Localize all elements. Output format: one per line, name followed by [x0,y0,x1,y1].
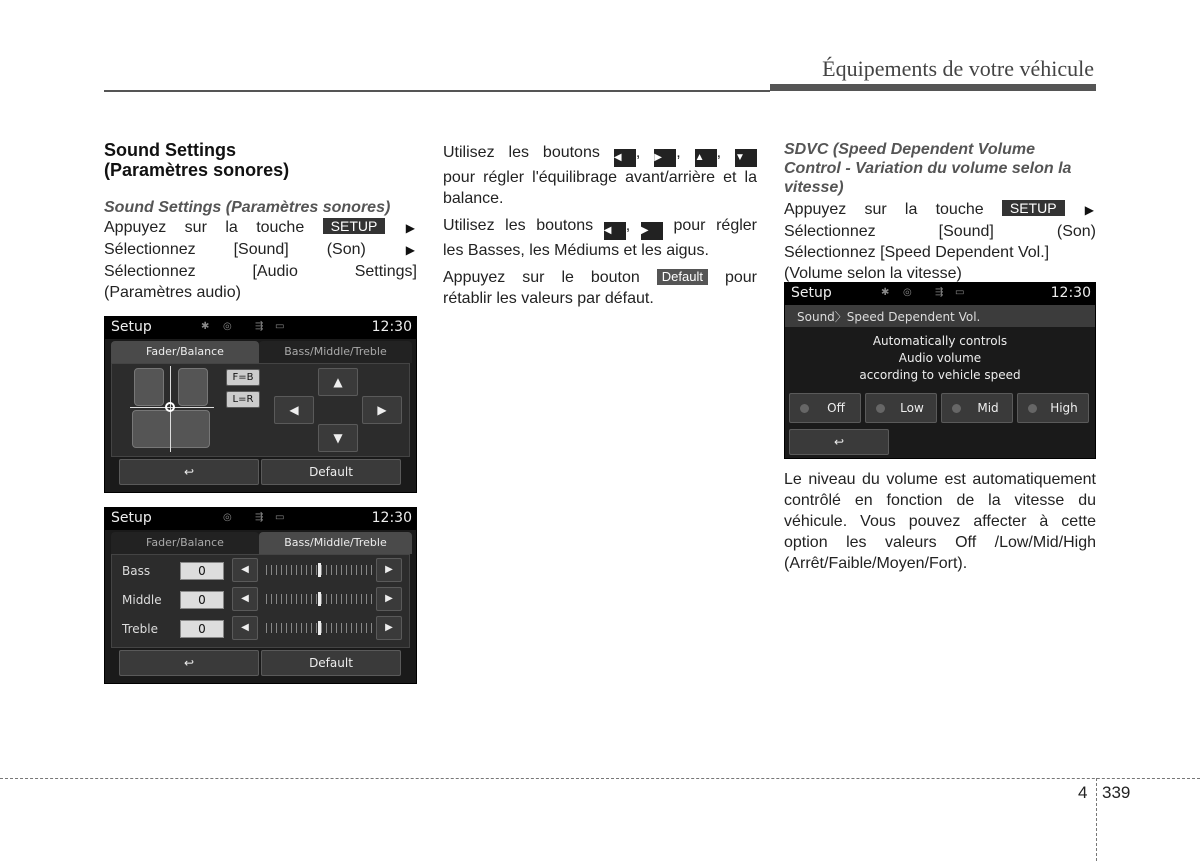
eq-row-label: Treble [122,622,158,636]
column-1 [104,140,417,303]
back-button[interactable] [119,650,259,676]
aux-icon: ▭ [955,287,965,298]
subheading: Sound Settings (Paramètres sonores) [104,199,391,216]
treble-decrease-button[interactable]: ◀ [232,616,258,640]
section-heading [104,140,417,180]
column-3 [784,140,1096,284]
fb-indicator: F=B [226,369,260,386]
option-label: Off [827,401,845,415]
option-off-button[interactable] [789,393,861,423]
option-label: High [1050,401,1078,415]
tab-bass-middle-treble[interactable]: Bass/Middle/Treble [259,532,412,554]
instruction-line-3: Sélectionnez [Speed Dependent Vol.] [784,244,1050,261]
disc-icon: ◎ [223,321,232,332]
paragraph-text: rétablir les valeurs par défaut. [443,290,654,307]
instruction-line-2 [104,239,417,261]
instruction-text: Sélectionnez [104,241,196,258]
middle-increase-button[interactable]: ▶ [376,587,402,611]
instruction-text: Settings] [354,263,417,280]
default-key-badge: Default [657,269,708,285]
bass-decrease-button[interactable]: ◀ [232,558,258,582]
instruction-text: [Sound] [938,223,994,240]
radio-icon [1028,404,1037,413]
radio-icon [952,404,961,413]
bluetooth-icon: ✱ [881,287,890,298]
lr-indicator: L=R [226,391,260,408]
disc-icon: ◎ [223,512,232,523]
disc-icon: ◎ [903,287,912,298]
radio-icon [876,404,885,413]
middle-decrease-button[interactable]: ◀ [232,587,258,611]
instruction-line-3 [104,261,417,282]
fader-up-button[interactable]: ▲ [318,368,358,396]
paragraph-text: Utilisez les boutons [443,217,594,234]
instruction-line-4: (Paramètres audio) [104,284,241,301]
column-2 [443,142,757,309]
fader-position-marker[interactable] [165,402,175,412]
header-rule [104,90,770,92]
footer-divider [1096,778,1097,861]
fader-panel [111,363,410,457]
instruction-text: [Audio [252,263,298,280]
paragraph-text: pour [724,269,758,286]
paragraph-text: Utilisez les boutons [443,144,600,161]
paragraph-3 [443,267,757,309]
message-line: Automatically controls [872,334,1008,348]
bass-slider-knob[interactable] [318,563,321,577]
status-bar [105,508,416,530]
treble-slider-knob[interactable] [318,621,321,635]
default-button[interactable]: Default [261,459,401,485]
eq-row-label: Bass [122,564,151,578]
option-mid-button[interactable] [941,393,1013,423]
paragraph-1: Utilisez les boutons ◀ , ▶ , ▲ , ▼ pour régler l'équilibrage avant/arrière et la balance. [443,144,757,207]
instruction-text: (Son) [1056,223,1096,240]
instruction-line-1 [104,217,417,239]
eq-row-value: 0 [180,620,224,638]
eq-row-value: 0 [180,591,224,609]
usb-icon: ⇶ [935,287,944,298]
tab-bass-middle-treble[interactable]: Bass/Middle/Treble [259,341,412,363]
balance-right-button[interactable]: ▶ [362,396,402,424]
arrow-right-icon: ▶ [405,221,415,235]
clock: 12:30 [371,510,412,526]
footer-rule [0,778,1200,779]
seat-front-left-icon [134,368,164,406]
tab-bar [111,341,410,363]
page-number: 339 [1102,783,1131,802]
down-key-icon: ▼ [735,149,757,167]
arrow-right-icon: ▶ [1084,203,1094,217]
back-arrow-icon: ↩ [183,465,195,479]
back-arrow-icon: ↩ [833,435,845,449]
message-line: Audio volume [898,351,982,365]
instruction-line-1 [784,199,1096,221]
up-key-icon: ▲ [695,149,717,167]
seat-front-right-icon [178,368,208,406]
instruction-text: (Son) [326,241,366,258]
setup-key-badge: SETUP [1002,200,1065,216]
instruction-text: Appuyez sur la touche [784,201,984,218]
header-rule-thick [770,84,1096,91]
usb-icon: ⇶ [255,321,264,332]
bass-increase-button[interactable]: ▶ [376,558,402,582]
arrow-right-icon: ▶ [405,243,415,257]
radio-icon [800,404,809,413]
right-key-icon: ▶ [641,222,663,240]
instruction-text: [Sound] [233,241,289,258]
heading-line-2: (Paramètres sonores) [104,160,290,180]
instruction-text: Appuyez sur la touche [104,219,305,236]
status-bar [105,317,416,339]
back-arrow-icon: ↩ [183,656,195,670]
option-label: Mid [977,401,999,415]
eq-panel [111,554,410,648]
screen-title: Setup [111,510,152,526]
bluetooth-icon: ✱ [201,321,210,332]
tab-fader-balance[interactable]: Fader/Balance [111,532,259,554]
aux-icon: ▭ [275,512,285,523]
setup-key-badge: SETUP [323,218,386,234]
heading-line-1: Sound Settings [104,140,236,160]
middle-slider-knob[interactable] [318,592,321,606]
status-bar [785,283,1095,305]
clock: 12:30 [1050,285,1091,301]
back-button[interactable] [119,459,259,485]
seat-rear-icon [132,410,210,448]
breadcrumb-text: Sound〉Speed Dependent Vol. [797,310,981,324]
option-low-button[interactable] [865,393,937,423]
clock: 12:30 [371,319,412,335]
screen-fader-balance [104,316,417,493]
left-key-icon: ◀ [614,149,636,167]
screen-speed-dependent-vol [784,282,1096,459]
instruction-line-4: (Volume selon la vitesse) [784,265,962,282]
option-label: Low [900,401,924,415]
subheading-sdvc: SDVC (Speed Dependent Volume Control - Variation du volume selon la vitesse) [784,141,1072,196]
eq-row-value: 0 [180,562,224,580]
default-button[interactable]: Default [261,650,401,676]
back-button[interactable] [789,429,889,455]
paragraph-text: Appuyez sur le bouton [443,269,640,286]
breadcrumb [785,305,1095,327]
paragraph-text: pour régler [673,217,757,234]
sdvc-message [785,333,1095,384]
paragraph-2: Utilisez les boutons ◀ , ▶ pour régler les Basses, les Médiums et les aigus. [443,217,757,259]
paragraph-text: pour régler l'équilibrage avant/arrière et la balance. [443,169,757,207]
aux-icon: ▭ [275,321,285,332]
eq-row-label: Middle [122,593,162,607]
tab-fader-balance[interactable]: Fader/Balance [111,341,259,363]
screen-bass-middle-treble [104,507,417,684]
fader-down-button[interactable]: ▼ [318,424,358,452]
screen-title: Setup [791,285,832,301]
right-key-icon: ▶ [654,149,676,167]
treble-increase-button[interactable]: ▶ [376,616,402,640]
instruction-line-2 [784,221,1096,242]
tab-bar [111,532,410,554]
paragraph-text: les Basses, les Médiums et les aigus. [443,242,709,259]
instruction-text: Sélectionnez [104,263,196,280]
message-line: according to vehicle speed [859,368,1021,382]
left-key-icon: ◀ [604,222,626,240]
option-high-button[interactable] [1017,393,1089,423]
chapter-number: 4 [1078,783,1088,802]
sdvc-description: Le niveau du volume est automatiquement contrôlé en fonction de la vitesse du véhicule. Vous pouvez affecter à cette option les valeurs Off /Low/Mid/High (Arrêt/Faible/Moyen/Fort). [784,471,1096,572]
chapter-title: Équipements de votre véhicule [822,56,1094,81]
screen-title: Setup [111,319,152,335]
instruction-text: Sélectionnez [784,223,876,240]
usb-icon: ⇶ [255,512,264,523]
balance-left-button[interactable]: ◀ [274,396,314,424]
